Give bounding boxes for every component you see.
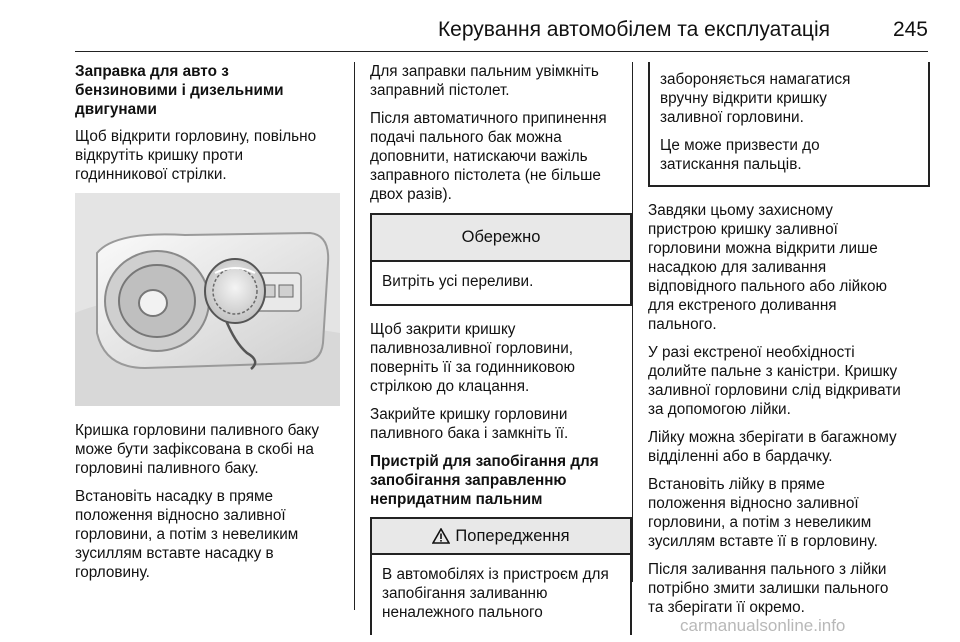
paragraph-emergency-refuel: У разі екстреної необхідності долийте пальне з каністри. Кришку заливної горловини слід відкривати за допомогою лійки.: [648, 344, 901, 418]
paragraph-activate-nozzle: Для заправки пальним увімкніть заправний пістолет.: [370, 63, 599, 99]
section-heading-refueling: Заправка для авто з бензиновими і дизельними двигунами: [75, 63, 284, 118]
page-number: 245: [892, 18, 928, 41]
warning-body: [372, 555, 630, 635]
paragraph-open-cap: Щоб відкрити горловину, повільно відкрутіть кришку проти годинникової стрілки.: [75, 128, 317, 183]
watermark: carmanualsonline.info: [680, 616, 846, 635]
paragraph-device-info: Завдяки цьому захисному пристрою кришку заливної горловини можна відкрити лише насадкою для заливання відповідного пального або лійкою для екстреного доливання пального.: [648, 202, 888, 333]
paragraph-top-up: Після автоматичного припинення подачі пального бак можна доповнити, натискаючи важіль заправного пістолета (не більше двох разів).: [370, 110, 607, 203]
caution-box: [370, 213, 632, 306]
warning-text: В автомобілях із пристроєм для запобігання заливанню неналежного пального: [382, 566, 609, 621]
column-1: [75, 62, 340, 591]
column-divider-1: [354, 62, 355, 610]
column-2: [370, 62, 632, 635]
caution-body: [372, 262, 630, 304]
paragraph-lock-cap: Закрийте кришку горловини паливного бака і замкніть її.: [370, 406, 569, 442]
fuel-cap-illustration: [75, 193, 340, 406]
page-header-title: Керування автомобілем та експлуатація: [437, 18, 830, 41]
paragraph-insert-funnel: Встановіть лійку в пряме положення відносно заливної горловини, а потім з невеликим зусиллям вставте її в горловину.: [648, 476, 878, 550]
paragraph-close-cap: Щоб закрити кришку паливнозаливної горловини, поверніть її за годинниковою стрілкою до клацання.: [370, 321, 575, 395]
warning-title: Попередження: [455, 526, 570, 545]
paragraph-clean-funnel: Після заливання пального з лійки потрібно змити залишки пального та зберігати її окремо.: [648, 561, 889, 616]
caution-text: Витріть усі переливи.: [382, 273, 534, 290]
paragraph-cap-bracket: Кришка горловини паливного баку може бути зафіксована в скобі на горловині паливного баку.: [75, 422, 320, 477]
warning-box-continued: [648, 62, 930, 187]
paragraph-insert-nozzle: Встановіть насадку в пряме положення відносно заливної горловини, а потім з невеликим зусиллям вставте насадку в горловину.: [75, 488, 299, 581]
warning-text-fingers: Це може призвести до затискання пальців.: [660, 137, 820, 173]
column-3: [648, 62, 930, 626]
warning-box: [370, 517, 632, 635]
header-rule: [75, 51, 928, 52]
section-heading-misfuel-device: Пристрій для запобігання для запобігання заправленню непридатним пальним: [370, 453, 599, 508]
column-divider-2: [632, 62, 633, 582]
caution-title: Обережно: [372, 215, 630, 262]
paragraph-funnel-storage: Лійку можна зберігати в багажному відділенні або в бардачку.: [648, 429, 897, 465]
warning-triangle-icon: [432, 528, 450, 544]
warning-header: [372, 519, 630, 555]
warning-text-continued: забороняється намагатися вручну відкрити кришку заливної горловини.: [660, 71, 851, 126]
